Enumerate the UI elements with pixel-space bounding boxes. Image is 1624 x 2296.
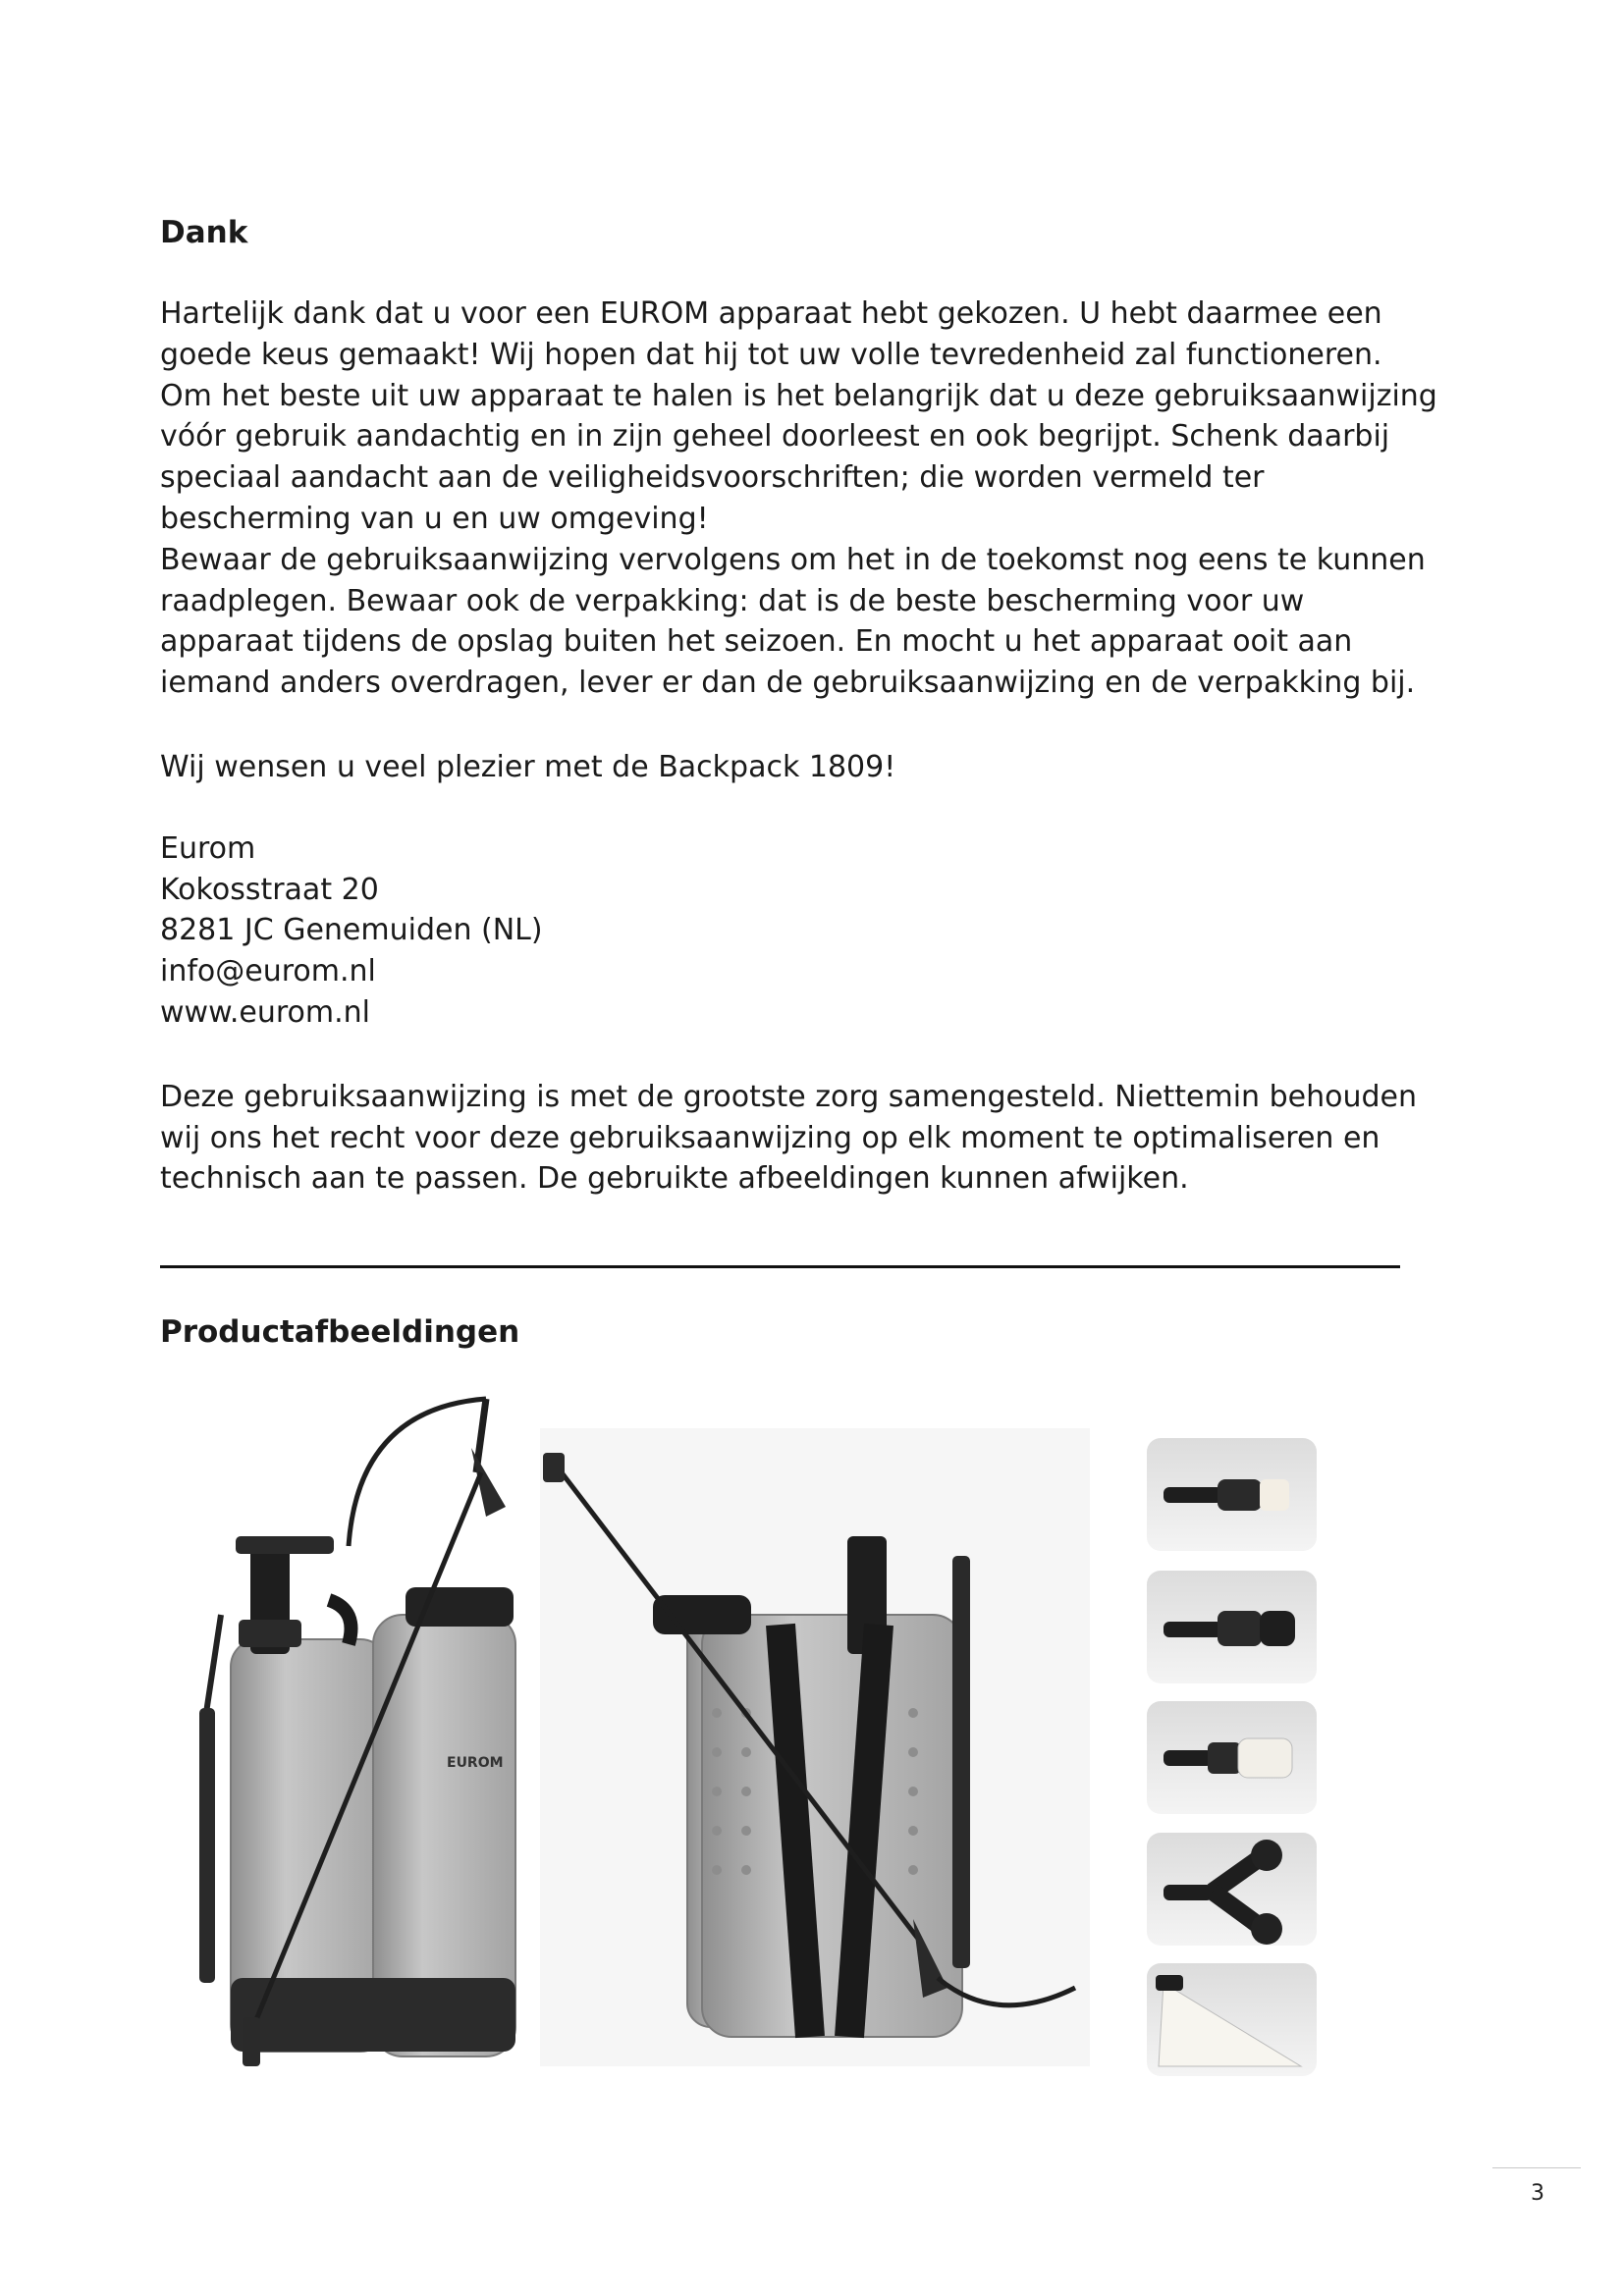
text-line: iemand anders overdragen, lever er dan de gebruiksaanwijzing en de verpakking bij. bbox=[160, 666, 1416, 701]
text-line: Hartelijk dank dat u voor een EUROM apparaat hebt gekozen. U hebt daarmee een bbox=[160, 296, 1382, 331]
address-city: 8281 JC Genemuiden (NL) bbox=[160, 913, 543, 948]
text-line: wij ons het recht voor deze gebruiksaanwijzing op elk moment te optimaliseren en bbox=[160, 1120, 1380, 1155]
text-line: vóór gebruik aandachtig en in zijn geheel doorleest en ook begrijpt. Schenk daarbij bbox=[160, 419, 1390, 454]
heading-product-images: Productafbeeldingen bbox=[160, 1314, 520, 1350]
text-line: apparaat tijdens de opslag buiten het seizoen. En mocht u het apparaat ooit aan bbox=[160, 624, 1353, 660]
disclaimer-paragraph bbox=[160, 1077, 1525, 1200]
text-line: bescherming van u en uw omgeving! bbox=[160, 501, 709, 536]
address-website: www.eurom.nl bbox=[160, 994, 370, 1030]
nozzle-thumbnail-2 bbox=[1147, 1571, 1317, 1683]
nozzle-thumbnail-5 bbox=[1147, 1963, 1317, 2076]
page-number-rule bbox=[1492, 2167, 1581, 2168]
sprayer-front-image bbox=[199, 1399, 515, 2066]
text-line: Deze gebruiksaanwijzing is met de grootste zorg samengesteld. Niettemin behouden bbox=[160, 1079, 1417, 1114]
address-company: Eurom bbox=[160, 830, 256, 866]
section-divider bbox=[160, 1265, 1400, 1268]
intro-paragraph bbox=[160, 294, 1525, 704]
thanks-section bbox=[160, 211, 1525, 1200]
nozzle-thumbnail-1 bbox=[1147, 1438, 1317, 1551]
address-block bbox=[160, 828, 1525, 1034]
sprayer-back-image bbox=[540, 1428, 1090, 2066]
address-street: Kokosstraat 20 bbox=[160, 872, 379, 907]
nozzle-thumbnails bbox=[1147, 1438, 1317, 2076]
address-email: info@eurom.nl bbox=[160, 954, 376, 989]
brand-label-front: EUROM bbox=[447, 1755, 504, 1771]
nozzle-thumbnail-3 bbox=[1147, 1701, 1317, 1814]
nozzle-thumbnail-4 bbox=[1147, 1833, 1317, 1946]
text-line: raadplegen. Bewaar ook de verpakking: dat is de beste bescherming voor uw bbox=[160, 583, 1305, 618]
text-line: Bewaar de gebruiksaanwijzing vervolgens om het in de toekomst nog eens te kunnen bbox=[160, 542, 1426, 577]
text-line: Om het beste uit uw apparaat te halen is het belangrijk dat u deze gebruiksaanwijzing bbox=[160, 378, 1437, 413]
wish-line: Wij wensen u veel plezier met de Backpack 1809! bbox=[160, 749, 896, 784]
heading-thanks: Dank bbox=[160, 215, 248, 250]
text-line: speciaal aandacht aan de veiligheidsvoorschriften; die worden vermeld ter bbox=[160, 460, 1265, 496]
text-line: technisch aan te passen. De gebruikte afbeeldingen kunnen afwijken. bbox=[160, 1161, 1189, 1197]
product-images bbox=[191, 1389, 1330, 2106]
page-number: 3 bbox=[1531, 2181, 1544, 2206]
text-line: goede keus gemaakt! Wij hopen dat hij tot uw volle tevredenheid zal functioneren. bbox=[160, 337, 1382, 372]
